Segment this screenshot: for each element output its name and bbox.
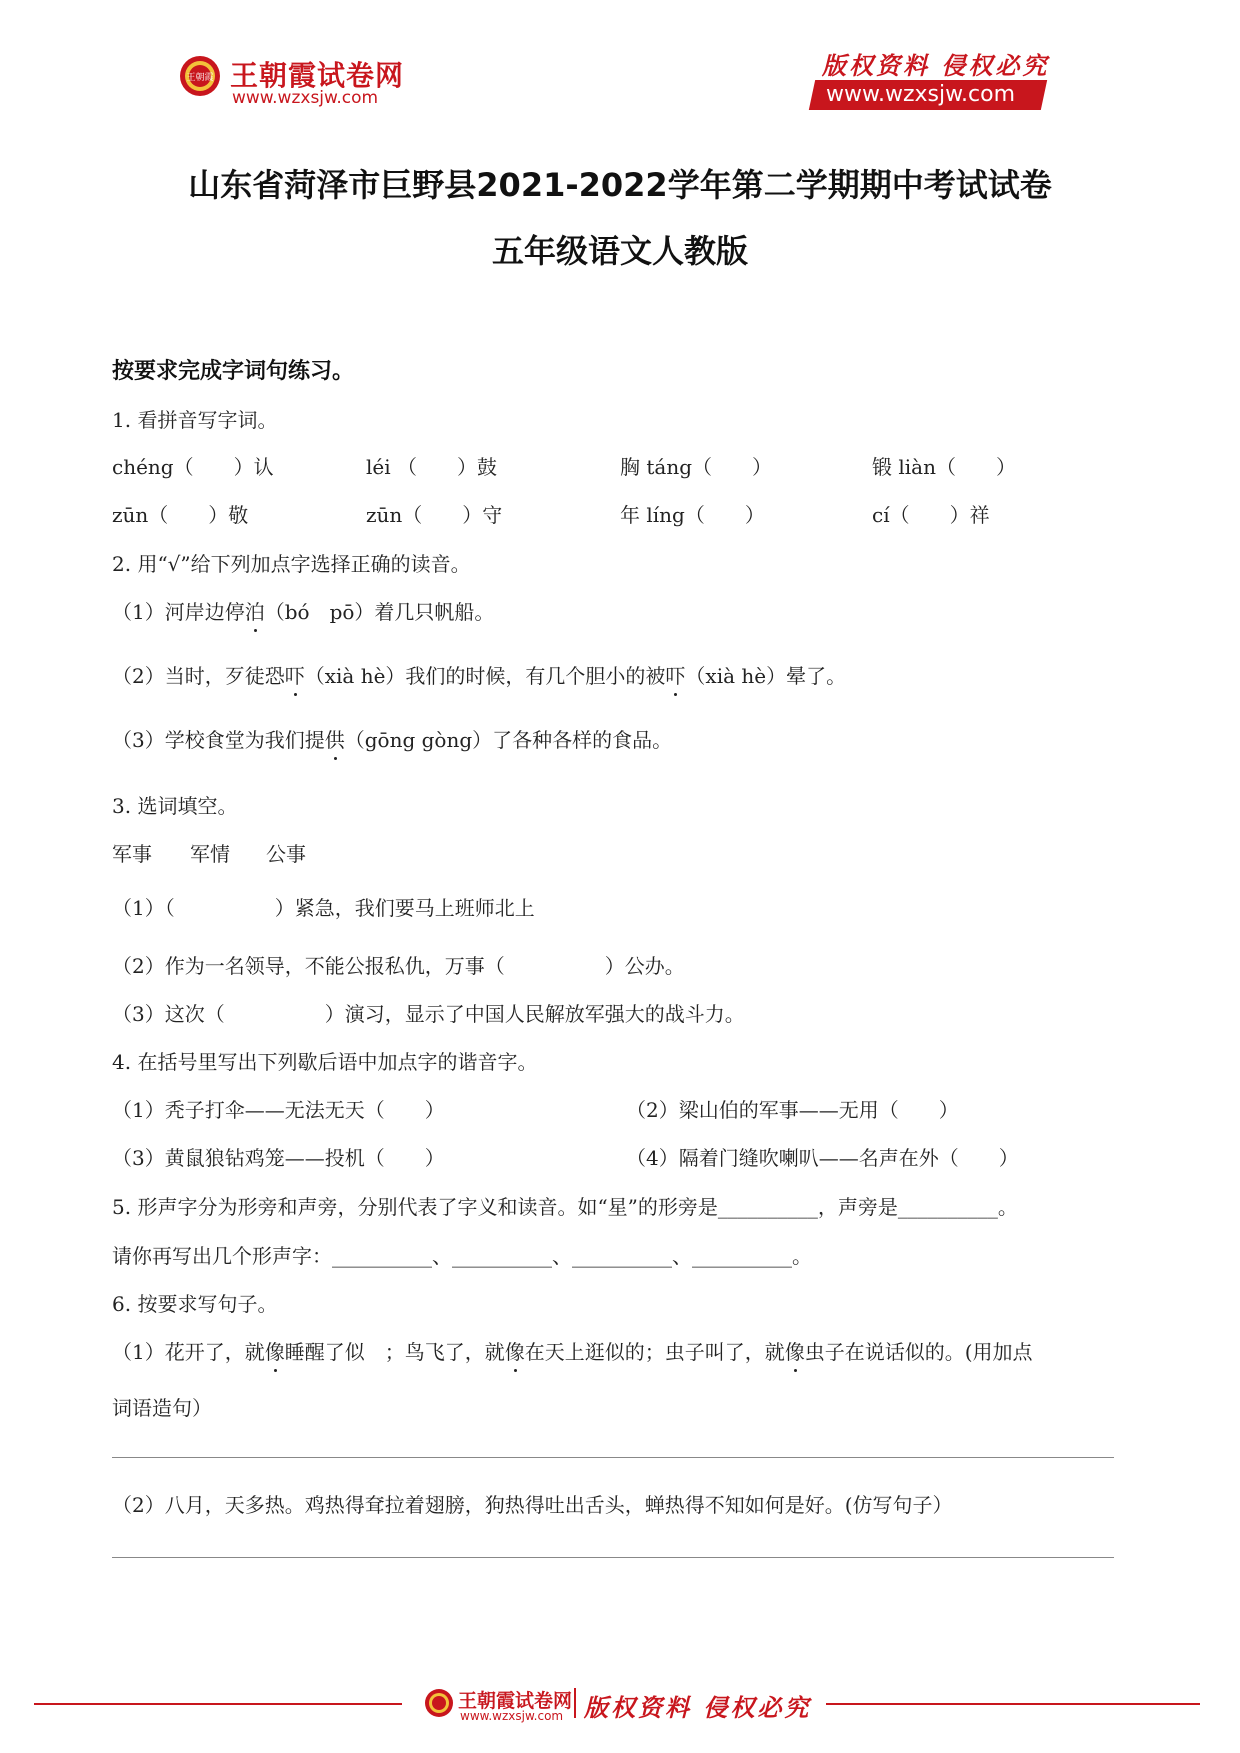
q4-item: （4）隔着门缝吹喇叭——名声在外（ ） — [626, 1146, 1019, 1170]
dotted-char: 泊 — [244, 600, 265, 624]
copyright-slogan: 版权资料 侵权必究 — [822, 51, 1050, 80]
q1-item: léi （ ）鼓 — [366, 455, 497, 479]
footer-separator — [574, 1688, 576, 1718]
q4-item: （1）秃子打伞——无法无天（ ） — [112, 1098, 445, 1122]
q2-stem: 2. 用“√”给下列加点字选择正确的读音。 — [112, 552, 471, 576]
logo-name: 王朝霞试卷网 — [230, 59, 405, 92]
q3-item: （1）（ ）紧急，我们要马上班师北上 — [112, 896, 535, 920]
logo-url[interactable]: www.wzxsjw.com — [232, 88, 379, 108]
q3-item: （2）作为一名领导，不能公报私仇，万事（ ）公办。 — [112, 954, 685, 978]
section-heading: 按要求完成字词句练习。 — [112, 359, 355, 384]
dotted-char: 吓 — [665, 664, 686, 688]
logo-badge-text: 王朝霞 — [186, 73, 214, 83]
q3-word: 公事 — [266, 842, 306, 866]
q3-stem: 3. 选词填空。 — [112, 794, 238, 818]
q5-line-2: 请你再写出几个形声字：__________、__________、__________、__________。 — [112, 1244, 812, 1268]
footer-slogan: 版权资料 侵权必究 — [584, 1693, 812, 1722]
q6-stem: 6. 按要求写句子。 — [112, 1292, 278, 1316]
q1-item: 胸 táng（ ） — [620, 455, 773, 479]
dotted-char: 像 — [784, 1340, 805, 1364]
logo-badge-icon — [178, 54, 222, 98]
footer-logo-name: 王朝霞试卷网 — [458, 1690, 573, 1712]
dotted-char: 供 — [324, 728, 345, 752]
copyright-url[interactable]: www.wzxsjw.com — [826, 82, 1016, 107]
dotted-char: 像 — [264, 1340, 285, 1364]
q4-stem: 4. 在括号里写出下列歇后语中加点字的谐音字。 — [112, 1050, 538, 1074]
q1-stem: 1. 看拼音写字词。 — [112, 408, 278, 432]
q2-item-1: （1）河岸边停泊（bó pō）着几只帆船。 — [112, 600, 495, 624]
footer-logo-badge-icon — [424, 1688, 454, 1718]
q1-item: zūn（ ）敬 — [112, 503, 249, 527]
q3-item: （3）这次（ ）演习，显示了中国人民解放军强大的战斗力。 — [112, 1002, 745, 1026]
q6-item-2: （2）八月，天多热。鸡热得耷拉着翅膀，狗热得吐出舌头，蝉热得不知如何是好。(仿写句子） — [112, 1493, 953, 1517]
exam-subtitle: 五年级语文人教版 — [491, 232, 748, 270]
q2-item-3: （3）学校食堂为我们提供（gōng gòng）了各种各样的食品。 — [112, 728, 673, 752]
footer-divider-left — [34, 1703, 402, 1705]
q4-item: （2）梁山伯的军事——无用（ ） — [626, 1098, 959, 1122]
q1-item: cí（ ）祥 — [872, 503, 990, 527]
exam-title: 山东省菏泽市巨野县2021-2022学年第二学期期中考试试卷 — [188, 166, 1052, 204]
q1-item: 锻 liàn（ ） — [872, 455, 1016, 479]
q1-item: 年 líng（ ） — [620, 503, 765, 527]
answer-line[interactable] — [112, 1457, 1114, 1458]
q6-item-1: （1）花开了，就像睡醒了似 ；鸟飞了，就像在天上逛似的；虫子叫了，就像虫子在说话似的。(用加点 — [112, 1340, 1033, 1364]
q3-word: 军情 — [190, 842, 230, 866]
q3-word: 军事 — [112, 842, 152, 866]
q2-item-2: （2）当时，歹徒恐吓（xià hè）我们的时候，有几个胆小的被吓（xià hè）晕了。 — [112, 664, 847, 688]
dotted-char: 吓 — [284, 664, 305, 688]
answer-line[interactable] — [112, 1557, 1114, 1558]
footer-divider-right — [826, 1703, 1200, 1705]
footer-logo-url[interactable]: www.wzxsjw.com — [460, 1709, 564, 1723]
q5-line-1: 5. 形声字分为形旁和声旁，分别代表了字义和读音。如“星”的形旁是__________，声旁是__________。 — [112, 1195, 1018, 1219]
dotted-char: 像 — [504, 1340, 525, 1364]
q6-item-1-cont: 词语造句） — [112, 1396, 212, 1420]
q1-item: chéng（ ）认 — [112, 455, 274, 479]
q4-item: （3）黄鼠狼钻鸡笼——投机（ ） — [112, 1146, 445, 1170]
q1-item: zūn（ ）守 — [366, 503, 503, 527]
